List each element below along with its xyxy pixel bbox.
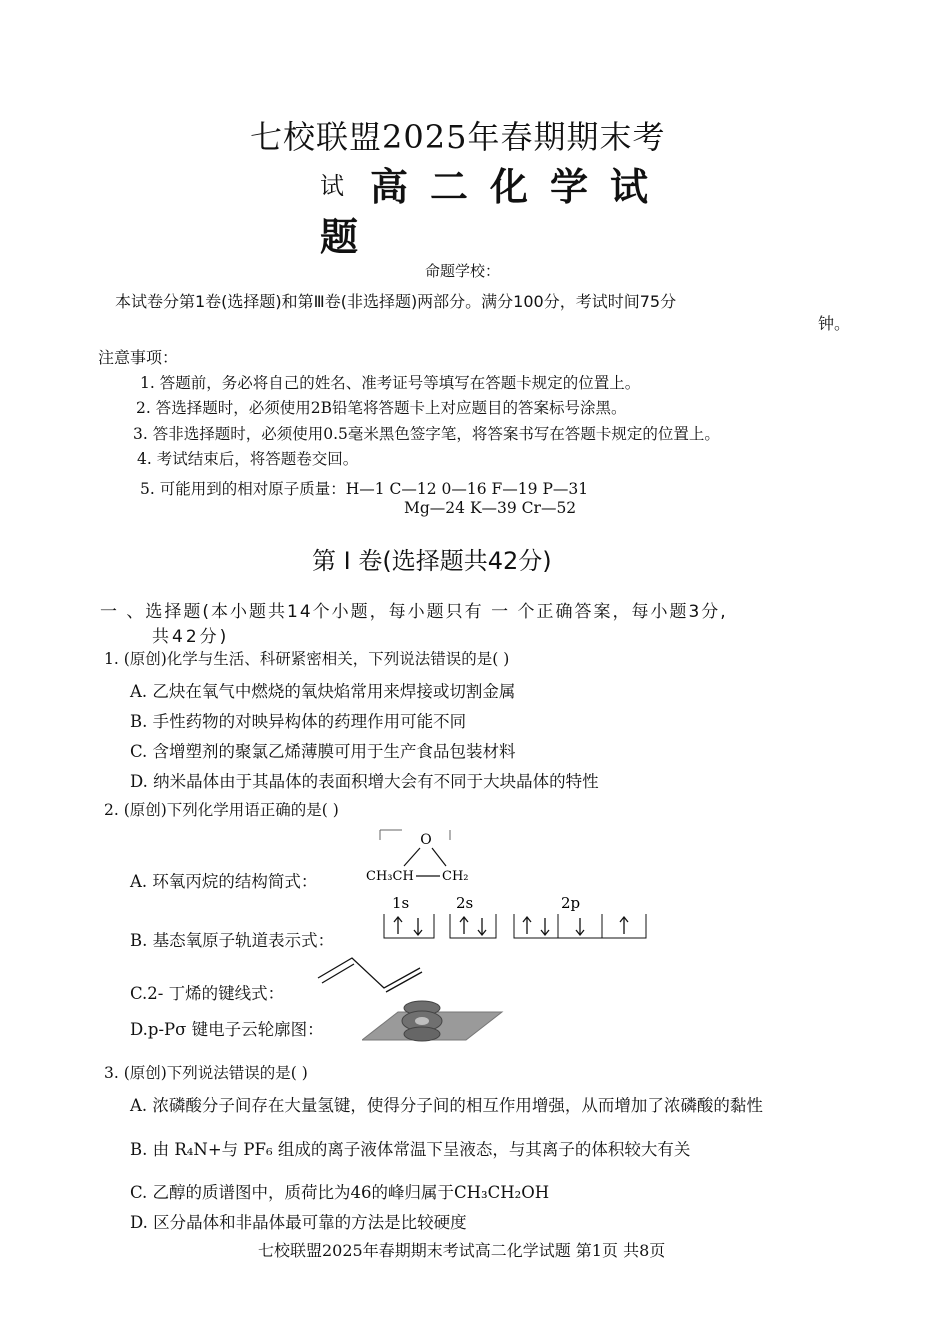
page-footer: 七校联盟2025年春期期末考试高二化学试题 第1页 共8页 [258, 1241, 666, 1260]
intro-line1: 本试卷分第1卷(选择题)和第Ⅲ卷(非选择题)两部分。满分100分，考试时间75分 [115, 292, 677, 311]
notice-item-5: 5. 可能用到的相对原子质量：H—1 C—12 0—16 F—19 P—31 [140, 480, 589, 498]
electron-down-arrow [478, 918, 486, 935]
electron-up-arrow [523, 917, 531, 934]
orbital-diagram [380, 890, 650, 942]
question-1-stem: 1. (原创)化学与生活、科研紧密相关，下列说法错误的是( ) [104, 650, 510, 668]
intro-line2: 钟。 [818, 314, 851, 333]
notice-heading: 注意事项： [98, 348, 179, 367]
structure-right-group: CH₂ [442, 869, 469, 884]
exam-title-line1: 七校联盟2025年春期期末考 [250, 118, 666, 156]
butene-skeletal-formula [312, 952, 428, 998]
question-1-option-a: A. 乙炔在氧气中燃烧的氧炔焰常用来焊接或切割金属 [130, 682, 516, 701]
question-2-option-b: B. 基态氧原子轨道表示式： [130, 931, 335, 950]
exam-title-line3: 题 [320, 215, 359, 259]
structure-oxygen-label: O [420, 832, 432, 848]
question-1-option-b: B. 手性药物的对映异构体的药理作用可能不同 [130, 712, 467, 731]
question-2-stem: 2. (原创)下列化学用语正确的是( ) [104, 801, 339, 819]
atomic-masses-line2: Mg—24 K—39 Cr—52 [404, 499, 577, 517]
part-heading-line2: 共42分) [152, 627, 230, 647]
school-label: 命题学校： [425, 262, 501, 280]
notice-item-3: 3. 答非选择题时，必须使用0.5毫米黑色签字笔，将答案书写在答题卡规定的位置上。 [133, 425, 720, 443]
question-1-option-d: D. 纳米晶体由于其晶体的表面积增大会有不同于大块晶体的特性 [130, 772, 599, 791]
question-2-option-c: C.2- 丁烯的键线式： [130, 984, 285, 1003]
question-1-option-c: C. 含增塑剂的聚氯乙烯薄膜可用于生产食品包装材料 [130, 742, 516, 761]
orbital-label-2s: 2s [456, 894, 474, 912]
question-3-option-b: B. 由 R₄N+与 PF₆ 组成的离子液体常温下呈液态，与其离子的体积较大有关 [130, 1140, 691, 1159]
electron-down-arrow [576, 918, 584, 935]
question-3-option-d: D. 区分晶体和非晶体最可靠的方法是比较硬度 [130, 1213, 467, 1232]
section-title: 第 I 卷(选择题共42分) [312, 547, 552, 575]
orbital-label-1s: 1s [392, 894, 410, 912]
electron-up-arrow [394, 917, 402, 934]
electron-down-arrow [541, 918, 549, 935]
notice-item-2: 2. 答选择题时，必须使用2B铅笔将答题卡上对应题目的答案标号涂黑。 [136, 399, 627, 417]
notice-item-4: 4. 考试结束后，将答题卷交回。 [137, 450, 359, 468]
question-2-option-d: D.p-Pσ 键电子云轮廓图： [130, 1020, 324, 1039]
question-3-option-a: A. 浓磷酸分子间存在大量氢键，使得分子间的相互作用增强，从而增加了浓磷酸的黏性 [130, 1096, 763, 1115]
electron-up-arrow [460, 917, 468, 934]
question-2-option-a: A. 环氧丙烷的结构简式： [130, 872, 318, 891]
structure-left-group: CH₃CH [366, 869, 414, 884]
question-3-stem: 3. (原创)下列说法错误的是( ) [104, 1064, 308, 1082]
exam-title-line2-big: 高二化学试 [370, 165, 671, 209]
exam-title-line2-small: 试 [320, 172, 344, 200]
electron-up-arrow [620, 917, 628, 934]
notice-item-1: 1. 答题前，务必将自己的姓名、准考证号等填写在答题卡规定的位置上。 [140, 374, 641, 392]
part-heading-line1: 一 、选择题(本小题共14个小题，每小题只有 一 个正确答案，每小题3分, [100, 602, 728, 622]
electron-cloud-diagram [362, 1000, 504, 1044]
question-3-option-c: C. 乙醇的质谱图中，质荷比为46的峰归属于CH₃CH₂OH [130, 1183, 550, 1202]
orbital-label-2p: 2p [561, 894, 581, 912]
epoxypropane-structure [362, 826, 482, 888]
electron-down-arrow [414, 918, 422, 935]
